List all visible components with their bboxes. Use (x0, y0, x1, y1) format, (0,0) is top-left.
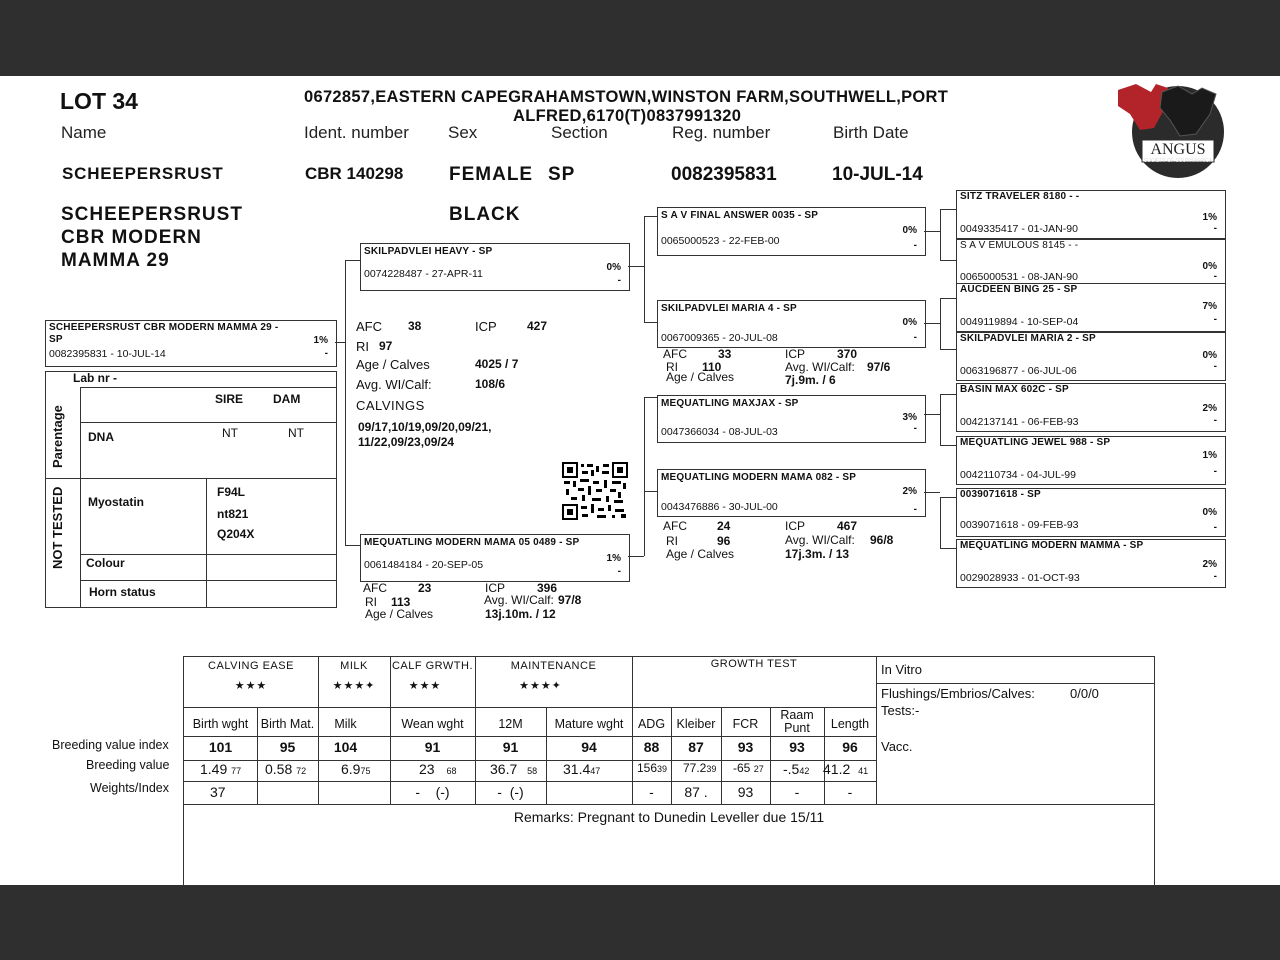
animal-wi-label: Avg. WI/Calf: (356, 377, 432, 392)
dd-id: 0043476886 - 30-JUL-00 (661, 501, 778, 513)
animal-afc-label: AFC (356, 319, 382, 334)
self-name-2: SP (49, 334, 63, 345)
idx-length: 96 (842, 739, 858, 755)
col-12m: 12M (498, 717, 523, 731)
dam-pct: 1% (606, 553, 621, 564)
bv-milk (341, 761, 370, 777)
flushings-label: Flushings/Embrios/Calves: (881, 686, 1035, 701)
col-birth-wght: Birth wght (192, 717, 249, 731)
bv-mature-wght (563, 761, 600, 777)
ss-dash: - (913, 240, 917, 251)
bv-accuracy: 39 (657, 764, 668, 774)
w-kleiber: 87 . (684, 784, 708, 800)
w-raam-punt: - (794, 784, 800, 800)
bv-value: 1.49 (200, 761, 228, 777)
bv-birth-wght (200, 761, 241, 777)
gen3-pct: 7% (1202, 301, 1217, 312)
dam-age-label: Age / Calves (365, 607, 434, 621)
myostatin-label: Myostatin (88, 495, 145, 509)
sd-icp: 370 (837, 347, 858, 361)
logo-subtext: SOCIETY OF SOUTH AFRICA (1143, 158, 1213, 164)
dd-dash: - (913, 504, 917, 515)
ds-id: 0047366034 - 08-JUL-03 (661, 426, 778, 438)
idx-wean-wght: 91 (424, 739, 441, 755)
w-wean-wght: - (-) (415, 784, 450, 800)
pedigree-certificate (0, 76, 1280, 885)
dam-col: DAM (273, 392, 301, 406)
sd-wi-label: Avg. WI/Calf: (785, 360, 855, 374)
colour-label: Colour (86, 556, 125, 570)
gen3-box (956, 190, 1226, 239)
gen3-name: S A V EMULOUS 8145 - - (960, 240, 1079, 251)
bv-kleiber (683, 761, 716, 775)
animal-reg: 0082395831 (671, 164, 777, 185)
bv-accuracy: 27 (753, 764, 764, 774)
gen3-id: 0029028933 - 01-OCT-93 (960, 572, 1080, 584)
bv-value: -65 (733, 761, 751, 775)
bv-12m (490, 761, 537, 777)
gen3-dash: - (1213, 314, 1217, 325)
col-mature-wght: Mature wght (554, 717, 624, 731)
myostatin-f94l: F94L (217, 485, 246, 499)
animal-icp: 427 (527, 319, 548, 333)
dam-dam-box (657, 469, 926, 517)
gen3-id: 0042110734 - 04-JUL-99 (960, 469, 1076, 481)
w-12m: - (-) (497, 784, 524, 800)
ss-id: 0065000523 - 22-FEB-00 (661, 235, 780, 247)
maint-stars: ★★★✦ (519, 680, 562, 692)
w-adg: - (649, 784, 654, 800)
bv-value: 156 (637, 761, 658, 775)
flushings-value: 0/0/0 (1070, 686, 1099, 701)
dam-age: 13j.10m. / 12 (485, 607, 556, 621)
bv-fcr (733, 761, 764, 775)
bv-accuracy: 68 (446, 766, 457, 776)
gen3-dash: - (1213, 522, 1217, 533)
not-tested-label: NOT TESTED (50, 486, 65, 569)
gen3-pct: 1% (1202, 212, 1217, 223)
section-header: Section (551, 123, 608, 142)
gen3-name: SITZ TRAVELER 8180 - - (960, 191, 1080, 202)
gen3-name: 0039071618 - SP (960, 489, 1041, 500)
sd-id: 0067009365 - 20-JUL-08 (661, 332, 778, 344)
animal-full-name-3: MAMMA 29 (61, 250, 170, 271)
ds-name: MEQUATLING MAXJAX - SP (661, 398, 799, 409)
animal-age: 4025 / 7 (475, 357, 519, 371)
bv-value-label: Breeding value (86, 758, 170, 772)
dd-age-label: Age / Calves (666, 547, 735, 561)
dam-afc-label: AFC (363, 581, 387, 595)
dam-name: MEQUATLING MODERN MAMA 05 0489 - SP (364, 537, 580, 548)
idx-birth-mat: 95 (279, 739, 296, 755)
self-box (45, 320, 337, 367)
col-wean-wght: Wean wght (401, 717, 464, 731)
sd-icp-label: ICP (785, 347, 806, 361)
ident-header: Ident. number (304, 123, 409, 142)
animal-short-name: SCHEEPERSRUST (62, 164, 224, 183)
lot-number: LOT 34 (60, 88, 138, 114)
col-milk: Milk (334, 717, 357, 731)
group-growth-test: GROWTH TEST (710, 658, 798, 670)
gen3-dash: - (1213, 223, 1217, 234)
calvings-label: CALVINGS (356, 398, 425, 413)
dd-icp-label: ICP (785, 519, 806, 533)
gen3-id: 0049119894 - 10-SEP-04 (960, 316, 1079, 328)
gen3-name: SKILPADVLEI MARIA 2 - SP (960, 333, 1096, 344)
dd-ri: 96 (717, 534, 731, 548)
calvings-line2: 11/22,09/23,09/24 (358, 435, 455, 449)
group-maintenance: MAINTENANCE (510, 660, 597, 672)
animal-age-label: Age / Calves (356, 357, 430, 372)
col-adg: ADG (637, 717, 666, 731)
calvings-line1: 09/17,10/19,09/20,09/21, (358, 420, 492, 434)
myostatin-q204x: Q204X (217, 527, 255, 541)
dna-sire: NT (222, 426, 238, 440)
gen3-id: 0039071618 - 09-FEB-93 (960, 519, 1079, 531)
bv-accuracy: 42 (799, 766, 810, 776)
bv-value: -.5 (783, 761, 800, 777)
bv-accuracy: 47 (590, 766, 601, 776)
col-raam-punt: Raam Punt (780, 708, 814, 735)
gen3-id: 0063196877 - 06-JUL-06 (960, 365, 1077, 377)
bv-accuracy: 75 (360, 766, 371, 776)
col-fcr: FCR (732, 717, 759, 731)
sire-id: 0074228487 - 27-APR-11 (364, 268, 483, 280)
sire-pct: 0% (606, 262, 621, 273)
sex-header: Sex (448, 123, 478, 142)
dd-wi-label: Avg. WI/Calf: (785, 533, 855, 547)
dd-name: MEQUATLING MODERN MAMA 082 - SP (661, 472, 857, 483)
bv-birth-mat (265, 761, 306, 777)
dam-ri: 113 (391, 595, 411, 609)
idx-fcr: 93 (737, 739, 754, 755)
gen3-pct: 1% (1202, 450, 1217, 461)
dd-icp: 467 (837, 519, 858, 533)
col-birth-mat: Birth Mat. (260, 717, 315, 731)
gen3-pct: 0% (1202, 507, 1217, 518)
gen3-id: 0042137141 - 06-FEB-93 (960, 416, 1079, 428)
bv-value: 31.4 (563, 761, 591, 777)
sd-afc: 33 (718, 347, 732, 361)
milk-stars: ★★★✦ (332, 680, 376, 692)
bv-accuracy: 58 (527, 766, 538, 776)
qr-code (562, 462, 628, 520)
dam-id: 0061484184 - 20-SEP-05 (364, 559, 484, 571)
myostatin-nt821: nt821 (217, 507, 249, 521)
remarks: Remarks: Pregnant to Dunedin Leveller due 15/11 (513, 809, 825, 825)
gen3-box (956, 436, 1226, 485)
sd-age-label: Age / Calves (666, 370, 735, 384)
dd-pct: 2% (902, 486, 917, 497)
tests-label: Tests:- (881, 703, 920, 718)
dna-label: DNA (88, 430, 114, 444)
owner-address-line2: ALFRED,6170(T)0837991320 (513, 107, 742, 125)
animal-full-name-2: CBR MODERN (61, 227, 202, 248)
idx-milk: 104 (333, 739, 358, 755)
ss-name: S A V FINAL ANSWER 0035 - SP (661, 210, 819, 221)
gen3-dash: - (1213, 466, 1217, 477)
gen3-box (956, 239, 1226, 287)
sd-ri-label: RI (666, 360, 678, 374)
sire-sire-box (657, 207, 926, 256)
dd-age: 17j.3m. / 13 (785, 547, 850, 561)
gen3-box (956, 539, 1226, 588)
dam-dash: - (617, 566, 621, 577)
angus-logo (1116, 78, 1226, 178)
col-kleiber: Kleiber (676, 717, 716, 731)
idx-mature-wght: 94 (581, 739, 597, 755)
animal-birth: 10-JUL-14 (832, 164, 923, 185)
calf-stars: ★★★ (408, 680, 442, 692)
ds-dash: - (913, 423, 917, 434)
dd-afc: 24 (717, 519, 731, 533)
name-header: Name (61, 123, 107, 142)
w-length: - (847, 784, 853, 800)
gen3-name: MEQUATLING MODERN MAMMA - SP (960, 540, 1144, 551)
dam-box (360, 534, 630, 582)
calving-stars: ★★★ (234, 680, 268, 692)
dna-dam: NT (288, 426, 304, 440)
birth-header: Birth Date (833, 123, 909, 142)
sire-dash: - (617, 275, 621, 286)
sd-dash: - (913, 332, 917, 343)
sd-afc-label: AFC (663, 347, 687, 361)
dam-afc: 23 (418, 581, 432, 595)
animal-icp-label: ICP (475, 319, 497, 334)
group-calf-growth: CALF GRWTH. (391, 660, 474, 672)
bv-value: 6.9 (341, 761, 361, 777)
bv-index-label: Breeding value index (52, 738, 169, 752)
reg-header: Reg. number (672, 123, 771, 142)
gen3-name: MEQUATLING JEWEL 988 - SP (960, 437, 1111, 448)
animal-sex: FEMALE (449, 164, 534, 185)
w-fcr: 93 (737, 784, 754, 800)
bv-value: 23 (419, 761, 435, 777)
animal-ident: CBR 140298 (305, 164, 404, 183)
horn-label: Horn status (89, 585, 156, 599)
animal-colour: BLACK (449, 204, 521, 225)
idx-raam-punt: 93 (789, 739, 805, 755)
ss-pct: 0% (902, 225, 917, 236)
gen3-pct: 0% (1202, 261, 1217, 272)
bv-length (823, 761, 868, 777)
w-birth-wght: 37 (210, 784, 226, 800)
weights-label: Weights/Index (90, 781, 169, 795)
sd-ri: 110 (702, 360, 722, 374)
idx-12m: 91 (502, 739, 519, 755)
bv-accuracy: 39 (706, 764, 717, 774)
sd-age: 7j.9m. / 6 (785, 373, 836, 387)
sire-dam-box (657, 300, 926, 348)
gen3-name: BASIN MAX 602C - SP (960, 384, 1069, 395)
in-vitro-label: In Vitro (881, 662, 922, 677)
bv-wean-wght (419, 761, 456, 777)
sd-wi: 97/6 (867, 360, 891, 374)
bv-value: 36.7 (490, 761, 518, 777)
gen3-name: AUCDEEN BING 25 - SP (960, 284, 1078, 295)
bv-accuracy: 72 (296, 766, 307, 776)
gen3-pct: 0% (1202, 350, 1217, 361)
gen3-pct: 2% (1202, 403, 1217, 414)
sire-name: SKILPADVLEI HEAVY - SP (364, 246, 493, 257)
dam-ri-label: RI (365, 595, 377, 609)
bv-value: 77.2 (683, 761, 707, 775)
gen3-box (956, 488, 1226, 537)
self-pct: 1% (313, 335, 328, 346)
gen3-pct: 2% (1202, 559, 1217, 570)
animal-wi: 108/6 (475, 377, 506, 391)
col-length: Length (830, 717, 870, 731)
bv-accuracy: 77 (231, 766, 242, 776)
dam-wi-label: Avg. WI/Calf: (484, 593, 554, 607)
animal-full-name-1: SCHEEPERSRUST (61, 204, 243, 225)
dd-ri-label: RI (666, 534, 678, 548)
animal-ri-label: RI (356, 339, 369, 354)
group-calving-ease: CALVING EASE (208, 660, 294, 672)
dam-icp-label: ICP (485, 581, 506, 595)
gen3-box (956, 283, 1226, 332)
self-id: 0082395831 - 10-JUL-14 (49, 348, 166, 360)
bv-table-frame (183, 656, 1155, 886)
sd-name: SKILPADVLEI MARIA 4 - SP (661, 303, 797, 314)
idx-kleiber: 87 (688, 739, 704, 755)
dam-sire-box (657, 395, 926, 443)
lab-box (45, 371, 337, 608)
lab-nr: Lab nr - (73, 371, 117, 385)
dam-wi: 97/8 (558, 593, 582, 607)
group-milk: MILK (340, 660, 368, 672)
sire-col: SIRE (215, 392, 244, 406)
gen3-id: 0049335417 - 01-JAN-90 (960, 223, 1078, 235)
owner-address-line1: 0672857,EASTERN CAPEGRAHAMSTOWN,WINSTON FARM,SOUTHWELL,PORT (304, 88, 949, 106)
gen3-id: 0065000531 - 08-JAN-90 (960, 271, 1078, 283)
logo-text: ANGUS (1150, 141, 1206, 158)
animal-afc: 38 (408, 319, 422, 333)
dam-icp: 396 (537, 581, 558, 595)
self-name: SCHEEPERSRUST CBR MODERN MAMMA 29 - (49, 322, 279, 333)
gen3-box (956, 383, 1226, 432)
bv-value: 0.58 (265, 761, 293, 777)
animal-ri: 97 (379, 339, 393, 353)
gen3-box (956, 332, 1226, 381)
gen3-dash: - (1213, 271, 1217, 282)
vacc-label: Vacc. (881, 739, 913, 754)
sire-box (360, 243, 630, 291)
dd-wi: 96/8 (870, 533, 894, 547)
bv-adg (637, 761, 667, 775)
qr-code-graphic (562, 462, 628, 520)
animal-section: SP (548, 164, 576, 185)
gen3-dash: - (1213, 361, 1217, 372)
gen3-dash: - (1213, 571, 1217, 582)
self-dash: - (324, 348, 328, 359)
ds-pct: 3% (902, 412, 917, 423)
bv-raam-punt (783, 761, 809, 777)
dd-afc-label: AFC (663, 519, 687, 533)
parentage-label: Parentage (50, 405, 65, 468)
bv-value: 41.2 (823, 761, 851, 777)
sd-pct: 0% (902, 317, 917, 328)
idx-birth-wght: 101 (208, 739, 233, 755)
gen3-dash: - (1213, 415, 1217, 426)
bv-accuracy: 41 (858, 766, 869, 776)
idx-adg: 88 (643, 739, 660, 755)
